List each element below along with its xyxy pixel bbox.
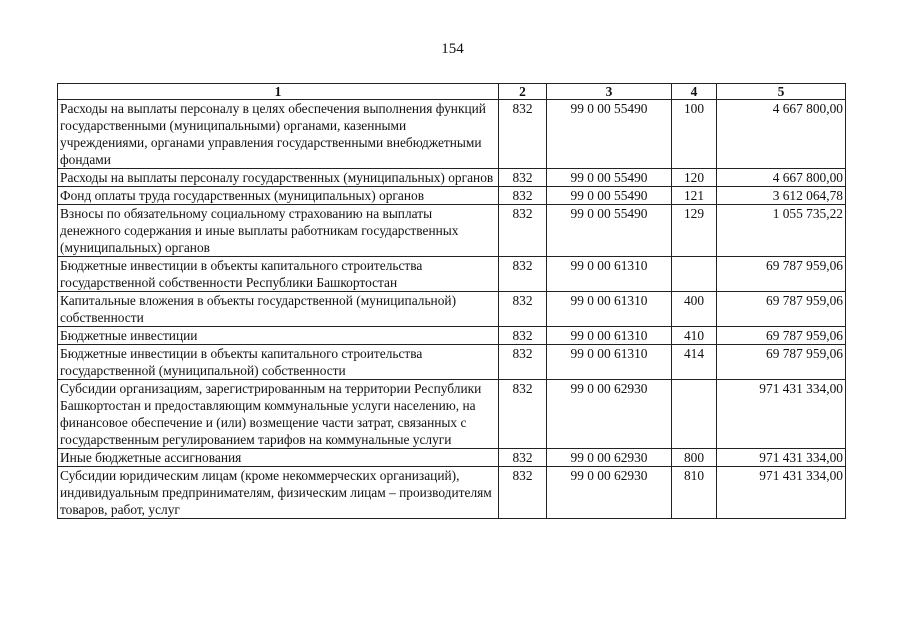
- expense-name-cell: Бюджетные инвестиции в объекты капитального строительства государственной собственности Республики Башкортостан: [58, 257, 499, 292]
- expense-type-cell: [672, 257, 717, 292]
- expense-name-cell: Бюджетные инвестиции: [58, 327, 499, 345]
- expense-type-cell: 100: [672, 100, 717, 169]
- table-row: [58, 467, 846, 519]
- column-header-5: 5: [717, 84, 846, 100]
- column-header-2: 2: [499, 84, 547, 100]
- amount-cell: 971 431 334,00: [717, 467, 846, 519]
- target-article-cell: 99 0 00 61310: [547, 257, 672, 292]
- table-row: [58, 100, 846, 169]
- expense-name-cell: Расходы на выплаты персоналу в целях обеспечения выполнения функций государственными (муниципальными) органами, казенными учреждениями, органами управления государственными внебюджетными фондами: [58, 100, 499, 169]
- amount-cell: 69 787 959,06: [717, 257, 846, 292]
- target-article-cell: 99 0 00 61310: [547, 292, 672, 327]
- expense-name-cell: Субсидии юридическим лицам (кроме некоммерческих организаций), индивидуальным предпринимателям, физическим лицам – производителям товаров, работ, услуг: [58, 467, 499, 519]
- expense-type-cell: 121: [672, 187, 717, 205]
- ministry-code-cell: 832: [499, 169, 547, 187]
- expense-type-cell: 129: [672, 205, 717, 257]
- expense-name-cell: Бюджетные инвестиции в объекты капитального строительства государственной (муниципальной) собственности: [58, 345, 499, 380]
- table-row: [58, 345, 846, 380]
- expense-name-cell: Фонд оплаты труда государственных (муниципальных) органов: [58, 187, 499, 205]
- target-article-cell: 99 0 00 55490: [547, 187, 672, 205]
- amount-cell: 1 055 735,22: [717, 205, 846, 257]
- ministry-code-cell: 832: [499, 205, 547, 257]
- expense-type-cell: 810: [672, 467, 717, 519]
- column-header-3: 3: [547, 84, 672, 100]
- amount-cell: 69 787 959,06: [717, 292, 846, 327]
- amount-cell: 69 787 959,06: [717, 327, 846, 345]
- expense-type-cell: 400: [672, 292, 717, 327]
- table-row: [58, 169, 846, 187]
- expense-name-cell: Субсидии организациям, зарегистрированным на территории Республики Башкортостан и предоставляющим коммунальные услуги населению, на финансовое обеспечение и (или) возмещение части затрат, связанных с государственным регулированием тарифов на коммунальные услуги: [58, 380, 499, 449]
- ministry-code-cell: 832: [499, 327, 547, 345]
- target-article-cell: 99 0 00 61310: [547, 327, 672, 345]
- column-header-1: 1: [58, 84, 499, 100]
- expense-type-cell: 120: [672, 169, 717, 187]
- expense-name-cell: Взносы по обязательному социальному страхованию на выплаты денежного содержания и иные выплаты работникам государственных (муниципальных) органов: [58, 205, 499, 257]
- expense-name-cell: Иные бюджетные ассигнования: [58, 449, 499, 467]
- ministry-code-cell: 832: [499, 449, 547, 467]
- target-article-cell: 99 0 00 62930: [547, 380, 672, 449]
- target-article-cell: 99 0 00 62930: [547, 467, 672, 519]
- ministry-code-cell: 832: [499, 345, 547, 380]
- column-header-4: 4: [672, 84, 717, 100]
- table-row: [58, 257, 846, 292]
- page-number: 154: [441, 41, 464, 57]
- table-row: [58, 187, 846, 205]
- budget-table: [57, 83, 846, 519]
- amount-cell: 4 667 800,00: [717, 169, 846, 187]
- ministry-code-cell: 832: [499, 380, 547, 449]
- target-article-cell: 99 0 00 62930: [547, 449, 672, 467]
- expense-type-cell: 410: [672, 327, 717, 345]
- ministry-code-cell: 832: [499, 292, 547, 327]
- ministry-code-cell: 832: [499, 187, 547, 205]
- expense-name-cell: Капитальные вложения в объекты государственной (муниципальной) собственности: [58, 292, 499, 327]
- table-row: [58, 292, 846, 327]
- ministry-code-cell: 832: [499, 467, 547, 519]
- target-article-cell: 99 0 00 55490: [547, 205, 672, 257]
- table-row: [58, 205, 846, 257]
- amount-cell: 3 612 064,78: [717, 187, 846, 205]
- amount-cell: 971 431 334,00: [717, 449, 846, 467]
- expense-type-cell: 800: [672, 449, 717, 467]
- amount-cell: 971 431 334,00: [717, 380, 846, 449]
- table-row: [58, 449, 846, 467]
- target-article-cell: 99 0 00 55490: [547, 100, 672, 169]
- target-article-cell: 99 0 00 61310: [547, 345, 672, 380]
- table-header-row: [58, 84, 846, 100]
- table-row: [58, 327, 846, 345]
- amount-cell: 4 667 800,00: [717, 100, 846, 169]
- expense-type-cell: [672, 380, 717, 449]
- expense-name-cell: Расходы на выплаты персоналу государственных (муниципальных) органов: [58, 169, 499, 187]
- ministry-code-cell: 832: [499, 257, 547, 292]
- ministry-code-cell: 832: [499, 100, 547, 169]
- expense-type-cell: 414: [672, 345, 717, 380]
- amount-cell: 69 787 959,06: [717, 345, 846, 380]
- table-row: [58, 380, 846, 449]
- target-article-cell: 99 0 00 55490: [547, 169, 672, 187]
